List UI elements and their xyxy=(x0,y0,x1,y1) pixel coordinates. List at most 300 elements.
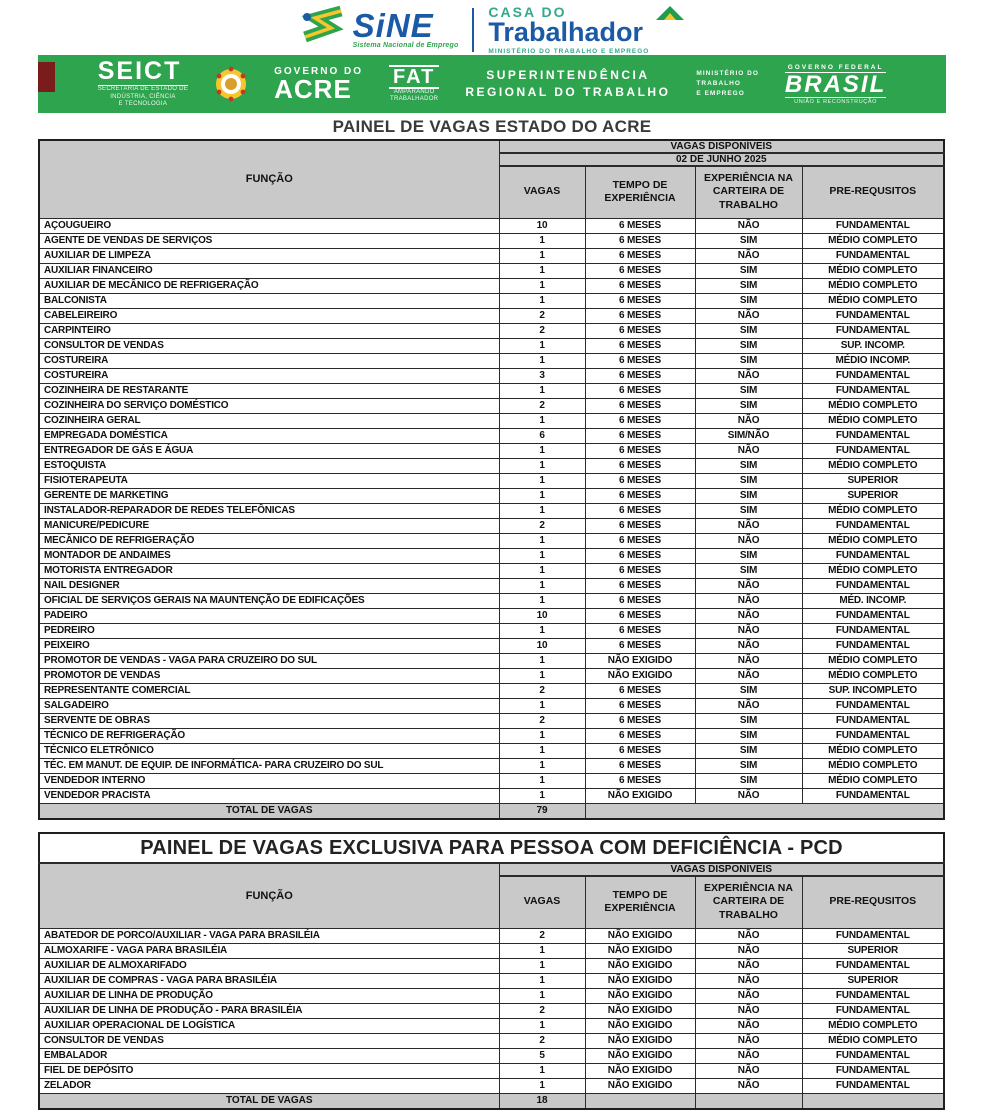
sine-tagline: Sistema Nacional de Emprego xyxy=(352,42,459,50)
funcao-cell: VENDEDOR PRACISTA xyxy=(39,788,499,803)
requisito-cell: MÉDIO COMPLETO xyxy=(802,758,944,773)
requisito-cell: FUNDAMENTAL xyxy=(802,698,944,713)
vagas-cell: 1 xyxy=(499,533,585,548)
tempo-experiencia-cell: NÃO EXIGIDO xyxy=(585,1078,695,1093)
funcao-cell: NAIL DESIGNER xyxy=(39,578,499,593)
date-header: 02 DE JUNHO 2025 xyxy=(499,153,944,166)
requisito-cell: MÉDIO COMPLETO xyxy=(802,1018,944,1033)
table-row xyxy=(39,518,944,533)
requisito-cell: MÉDIO INCOMP. xyxy=(802,353,944,368)
table-row xyxy=(39,653,944,668)
pcd-column-header-tempo: TEMPO DE EXPERIÊNCIA xyxy=(585,876,695,928)
table-row xyxy=(39,728,944,743)
pcd-column-header-funcao: FUNÇÃO xyxy=(39,863,499,928)
pcd-column-header-carteira: EXPERIÊNCIA NA CARTEIRA DE TRABALHO xyxy=(695,876,802,928)
funcao-cell: GERENTE DE MARKETING xyxy=(39,488,499,503)
superintendencia-text xyxy=(465,67,670,102)
carteira-cell: NÃO xyxy=(695,368,802,383)
brasil-main-text: BRASIL xyxy=(784,70,887,98)
table-row xyxy=(39,503,944,518)
requisito-cell: FUNDAMENTAL xyxy=(802,428,944,443)
table-row xyxy=(39,623,944,638)
vagas-cell: 1 xyxy=(499,653,585,668)
vagas-cell: 1 xyxy=(499,413,585,428)
table-row xyxy=(39,1048,944,1063)
table-row xyxy=(39,338,944,353)
pcd-total-filler xyxy=(802,1093,944,1109)
pcd-vacancies-table xyxy=(38,832,945,1110)
funcao-cell: BALCONISTA xyxy=(39,293,499,308)
vagas-cell: 1 xyxy=(499,593,585,608)
fat-subtitle-line1: AMPARANDO xyxy=(393,88,435,95)
table-row xyxy=(39,973,944,988)
funcao-cell: PEIXEIRO xyxy=(39,638,499,653)
table-row xyxy=(39,233,944,248)
carteira-cell: NÃO xyxy=(695,308,802,323)
vagas-cell: 1 xyxy=(499,578,585,593)
carteira-cell: SIM xyxy=(695,683,802,698)
table-row xyxy=(39,488,944,503)
tempo-experiencia-cell: 6 MESES xyxy=(585,233,695,248)
tempo-experiencia-cell: 6 MESES xyxy=(585,323,695,338)
fat-title: FAT xyxy=(389,65,439,89)
table-row xyxy=(39,428,944,443)
pcd-total-value: 18 xyxy=(499,1093,585,1109)
requisito-cell: FUNDAMENTAL xyxy=(802,1048,944,1063)
sine-logo xyxy=(299,7,459,54)
funcao-cell: MECÂNICO DE REFRIGERAÇÃO xyxy=(39,533,499,548)
tempo-experiencia-cell: 6 MESES xyxy=(585,308,695,323)
tempo-experiencia-cell: 6 MESES xyxy=(585,503,695,518)
seict-subtitle-line3: E TECNOLOGIA xyxy=(118,101,168,108)
carteira-cell: SIM xyxy=(695,473,802,488)
vagas-cell: 6 xyxy=(499,428,585,443)
requisito-cell: MÉDIO COMPLETO xyxy=(802,668,944,683)
requisito-cell: MÉDIO COMPLETO xyxy=(802,233,944,248)
fat-logo xyxy=(389,65,439,104)
page-title: PAINEL DE VAGAS ESTADO DO ACRE xyxy=(332,117,652,136)
requisito-cell: MÉDIO COMPLETO xyxy=(802,263,944,278)
institutional-banner xyxy=(38,55,946,113)
vagas-cell: 2 xyxy=(499,398,585,413)
tempo-experiencia-cell: 6 MESES xyxy=(585,428,695,443)
carteira-cell: NÃO xyxy=(695,1033,802,1048)
pcd-table-title: PAINEL DE VAGAS EXCLUSIVA PARA PESSOA COM DEFICIÊNCIA - PCD xyxy=(39,833,944,863)
house-icon xyxy=(655,3,685,26)
funcao-cell: TÉCNICO DE REFRIGERAÇÃO xyxy=(39,728,499,743)
requisito-cell: FUNDAMENTAL xyxy=(802,608,944,623)
funcao-cell: TÉC. EM MANUT. DE EQUIP. DE INFORMÁTICA- PARA CRUZEIRO DO SUL xyxy=(39,758,499,773)
funcao-cell: AUXILIAR DE COMPRAS - VAGA PARA BRASILÉIA xyxy=(39,973,499,988)
vagas-cell: 1 xyxy=(499,353,585,368)
carteira-cell: NÃO xyxy=(695,608,802,623)
requisito-cell: SUPERIOR xyxy=(802,943,944,958)
group-header-vagas-disponiveis: VAGAS DISPONÍVEIS xyxy=(499,140,944,153)
column-header-carteira: EXPERIÊNCIA NA CARTEIRA DE TRABALHO xyxy=(695,166,802,218)
tempo-experiencia-cell: 6 MESES xyxy=(585,518,695,533)
vagas-cell: 1 xyxy=(499,728,585,743)
tempo-experiencia-cell: 6 MESES xyxy=(585,338,695,353)
vagas-cell: 1 xyxy=(499,1078,585,1093)
requisito-cell: MÉDIO COMPLETO xyxy=(802,743,944,758)
table-row xyxy=(39,1063,944,1078)
table-row xyxy=(39,608,944,623)
funcao-cell: EMPREGADA DOMÉSTICA xyxy=(39,428,499,443)
funcao-cell: AUXILIAR FINANCEIRO xyxy=(39,263,499,278)
requisito-cell: MÉDIO COMPLETO xyxy=(802,1033,944,1048)
vagas-cell: 1 xyxy=(499,1063,585,1078)
pcd-total-filler xyxy=(695,1093,802,1109)
table-row xyxy=(39,353,944,368)
carteira-cell: NÃO xyxy=(695,533,802,548)
funcao-cell: TÉCNICO ELETRÔNICO xyxy=(39,743,499,758)
table-row xyxy=(39,578,944,593)
requisito-cell: FUNDAMENTAL xyxy=(802,383,944,398)
pcd-total-label: TOTAL DE VAGAS xyxy=(39,1093,499,1109)
requisito-cell: FUNDAMENTAL xyxy=(802,368,944,383)
carteira-cell: NÃO xyxy=(695,943,802,958)
column-header-tempo: TEMPO DE EXPERIÊNCIA xyxy=(585,166,695,218)
table-row xyxy=(39,958,944,973)
carteira-cell: SIM xyxy=(695,233,802,248)
vagas-cell: 1 xyxy=(499,743,585,758)
table-row xyxy=(39,398,944,413)
tempo-experiencia-cell: 6 MESES xyxy=(585,713,695,728)
tempo-experiencia-cell: 6 MESES xyxy=(585,383,695,398)
requisito-cell: FUNDAMENTAL xyxy=(802,518,944,533)
carteira-cell: SIM xyxy=(695,383,802,398)
requisito-cell: SUPERIOR xyxy=(802,973,944,988)
vagas-cell: 2 xyxy=(499,323,585,338)
funcao-cell: CONSULTOR DE VENDAS xyxy=(39,1033,499,1048)
vagas-cell: 1 xyxy=(499,278,585,293)
requisito-cell: MÉDIO COMPLETO xyxy=(802,533,944,548)
carteira-cell: SIM xyxy=(695,503,802,518)
carteira-cell: SIM xyxy=(695,458,802,473)
table-row xyxy=(39,413,944,428)
requisito-cell: MÉDIO COMPLETO xyxy=(802,653,944,668)
funcao-cell: ENTREGADOR DE GÁS E ÁGUA xyxy=(39,443,499,458)
table-row xyxy=(39,383,944,398)
column-header-funcao: FUNÇÃO xyxy=(39,140,499,218)
funcao-cell: COSTUREIRA xyxy=(39,353,499,368)
tempo-experiencia-cell: 6 MESES xyxy=(585,728,695,743)
mte-line2: TRABALHO xyxy=(696,80,741,88)
carteira-cell: NÃO xyxy=(695,698,802,713)
fat-subtitle-line2: TRABALHADOR xyxy=(390,96,439,102)
top-logo-strip xyxy=(0,0,984,54)
funcao-cell: ESTOQUISTA xyxy=(39,458,499,473)
seict-subtitle-line2: INDÚSTRIA, CIÊNCIA xyxy=(110,93,176,100)
vagas-cell: 1 xyxy=(499,623,585,638)
tempo-experiencia-cell: 6 MESES xyxy=(585,743,695,758)
table-row xyxy=(39,638,944,653)
acre-coat-of-arms-icon xyxy=(214,65,248,103)
tempo-experiencia-cell: 6 MESES xyxy=(585,398,695,413)
requisito-cell: FUNDAMENTAL xyxy=(802,218,944,233)
vagas-cell: 2 xyxy=(499,308,585,323)
pcd-column-header-requisitos: PRE-REQUSITOS xyxy=(802,876,944,928)
carteira-cell: NÃO xyxy=(695,1018,802,1033)
srt-line2: REGIONAL DO TRABALHO xyxy=(465,85,671,99)
carteira-cell: NÃO xyxy=(695,593,802,608)
tempo-experiencia-cell: NÃO EXIGIDO xyxy=(585,668,695,683)
table-row xyxy=(39,263,944,278)
funcao-cell: REPRESENTANTE COMERCIAL xyxy=(39,683,499,698)
carteira-cell: SIM xyxy=(695,563,802,578)
table-row xyxy=(39,368,944,383)
funcao-cell: COZINHEIRA DO SERVIÇO DOMÉSTICO xyxy=(39,398,499,413)
requisito-cell: MÉDIO COMPLETO xyxy=(802,293,944,308)
table-row xyxy=(39,668,944,683)
table-row xyxy=(39,593,944,608)
vagas-cell: 1 xyxy=(499,338,585,353)
table-row xyxy=(39,943,944,958)
funcao-cell: SALGADEIRO xyxy=(39,698,499,713)
vagas-cell: 1 xyxy=(499,548,585,563)
funcao-cell: EMBALADOR xyxy=(39,1048,499,1063)
requisito-cell: FUNDAMENTAL xyxy=(802,1078,944,1093)
casa-subtitle: MINISTÉRIO DO TRABALHO E EMPREGO xyxy=(488,48,650,55)
vagas-cell: 1 xyxy=(499,758,585,773)
vagas-cell: 10 xyxy=(499,218,585,233)
table-row xyxy=(39,1018,944,1033)
table-row xyxy=(39,928,944,943)
column-header-vagas: VAGAS xyxy=(499,166,585,218)
table-row xyxy=(39,683,944,698)
vagas-cell: 1 xyxy=(499,473,585,488)
requisito-cell: FUNDAMENTAL xyxy=(802,713,944,728)
brasil-top-text: GOVERNO FEDERAL xyxy=(785,64,886,73)
tempo-experiencia-cell: 6 MESES xyxy=(585,413,695,428)
tempo-experiencia-cell: 6 MESES xyxy=(585,458,695,473)
tempo-experiencia-cell: 6 MESES xyxy=(585,248,695,263)
funcao-cell: PADEIRO xyxy=(39,608,499,623)
vagas-cell: 1 xyxy=(499,973,585,988)
requisito-cell: MÉDIO COMPLETO xyxy=(802,503,944,518)
vagas-cell: 10 xyxy=(499,608,585,623)
tempo-experiencia-cell: 6 MESES xyxy=(585,638,695,653)
carteira-cell: SIM xyxy=(695,488,802,503)
tempo-experiencia-cell: 6 MESES xyxy=(585,773,695,788)
column-header-requisitos: PRE-REQUSITOS xyxy=(802,166,944,218)
tempo-experiencia-cell: 6 MESES xyxy=(585,698,695,713)
table-row xyxy=(39,218,944,233)
carteira-cell: SIM xyxy=(695,728,802,743)
vagas-cell: 1 xyxy=(499,458,585,473)
vagas-cell: 1 xyxy=(499,443,585,458)
vagas-cell: 1 xyxy=(499,503,585,518)
requisito-cell: MÉDIO COMPLETO xyxy=(802,458,944,473)
pcd-column-header-vagas: VAGAS xyxy=(499,876,585,928)
seict-title: SEICT xyxy=(98,59,188,86)
carteira-cell: NÃO xyxy=(695,1063,802,1078)
funcao-cell: VENDEDOR INTERNO xyxy=(39,773,499,788)
seict-logo xyxy=(98,59,188,109)
table-row xyxy=(39,713,944,728)
pcd-total-filler xyxy=(585,1093,695,1109)
vagas-cell: 2 xyxy=(499,713,585,728)
funcao-cell: CONSULTOR DE VENDAS xyxy=(39,338,499,353)
carteira-cell: SIM xyxy=(695,293,802,308)
funcao-cell: OFICIAL DE SERVIÇOS GERAIS NA MAUNTENÇÃO DE EDIFICAÇÕES xyxy=(39,593,499,608)
requisito-cell: FUNDAMENTAL xyxy=(802,578,944,593)
seict-subtitle-line1: SECRETARIA DE ESTADO DE xyxy=(97,86,189,93)
funcao-cell: PEDREIRO xyxy=(39,623,499,638)
carteira-cell: SIM xyxy=(695,263,802,278)
vagas-cell: 2 xyxy=(499,1003,585,1018)
requisito-cell: MÉDIO COMPLETO xyxy=(802,278,944,293)
funcao-cell: MOTORISTA ENTREGADOR xyxy=(39,563,499,578)
tempo-experiencia-cell: NÃO EXIGIDO xyxy=(585,1033,695,1048)
carteira-cell: NÃO xyxy=(695,518,802,533)
requisito-cell: FUNDAMENTAL xyxy=(802,308,944,323)
vagas-cell: 1 xyxy=(499,563,585,578)
funcao-cell: COZINHEIRA DE RESTARANTE xyxy=(39,383,499,398)
vagas-cell: 2 xyxy=(499,518,585,533)
vagas-cell: 2 xyxy=(499,1033,585,1048)
logo-divider xyxy=(472,8,474,52)
table-row xyxy=(39,248,944,263)
governo-do-acre-logo xyxy=(274,67,363,102)
carteira-cell: NÃO xyxy=(695,638,802,653)
table-row xyxy=(39,698,944,713)
requisito-cell: FUNDAMENTAL xyxy=(802,443,944,458)
tempo-experiencia-cell: 6 MESES xyxy=(585,563,695,578)
funcao-cell: COZINHEIRA GERAL xyxy=(39,413,499,428)
funcao-cell: CARPINTEIRO xyxy=(39,323,499,338)
vagas-cell: 10 xyxy=(499,638,585,653)
mte-line1: MINISTÉRIO DO xyxy=(696,70,759,78)
vagas-cell: 1 xyxy=(499,988,585,1003)
vagas-cell: 1 xyxy=(499,293,585,308)
table-row xyxy=(39,1078,944,1093)
tempo-experiencia-cell: NÃO EXIGIDO xyxy=(585,958,695,973)
requisito-cell: FUNDAMENTAL xyxy=(802,988,944,1003)
casa-do-trabalhador-logo xyxy=(488,5,685,55)
funcao-cell: FISIOTERAPEUTA xyxy=(39,473,499,488)
table-row xyxy=(39,563,944,578)
vagas-cell: 1 xyxy=(499,248,585,263)
carteira-cell: NÃO xyxy=(695,653,802,668)
tempo-experiencia-cell: 6 MESES xyxy=(585,473,695,488)
requisito-cell: MÉDIO COMPLETO xyxy=(802,563,944,578)
requisito-cell: MÉDIO COMPLETO xyxy=(802,398,944,413)
funcao-cell: SERVENTE DE OBRAS xyxy=(39,713,499,728)
requisito-cell: FUNDAMENTAL xyxy=(802,728,944,743)
carteira-cell: NÃO xyxy=(695,218,802,233)
funcao-cell: AUXILIAR DE MECÂNICO DE REFRIGERAÇÃO xyxy=(39,278,499,293)
sine-name: SiNE xyxy=(352,6,434,44)
funcao-cell: AÇOUGUEIRO xyxy=(39,218,499,233)
requisito-cell: SUPERIOR xyxy=(802,488,944,503)
carteira-cell: NÃO xyxy=(695,1078,802,1093)
carteira-cell: NÃO xyxy=(695,958,802,973)
requisito-cell: MÉDIO COMPLETO xyxy=(802,773,944,788)
vagas-cell: 2 xyxy=(499,683,585,698)
tempo-experiencia-cell: 6 MESES xyxy=(585,683,695,698)
funcao-cell: AUXILIAR DE ALMOXARIFADO xyxy=(39,958,499,973)
tempo-experiencia-cell: NÃO EXIGIDO xyxy=(585,988,695,1003)
carteira-cell: NÃO xyxy=(695,248,802,263)
table-row xyxy=(39,458,944,473)
table-row xyxy=(39,308,944,323)
vagas-cell: 1 xyxy=(499,233,585,248)
requisito-cell: SUP. INCOMP. xyxy=(802,338,944,353)
tempo-experiencia-cell: NÃO EXIGIDO xyxy=(585,1063,695,1078)
carteira-cell: SIM xyxy=(695,398,802,413)
funcao-cell: ALMOXARIFE - VAGA PARA BRASILÉIA xyxy=(39,943,499,958)
acre-main-text: ACRE xyxy=(274,73,352,104)
vagas-cell: 1 xyxy=(499,773,585,788)
tempo-experiencia-cell: 6 MESES xyxy=(585,533,695,548)
requisito-cell: SUP. INCOMPLETO xyxy=(802,683,944,698)
funcao-cell: AUXILIAR DE LINHA DE PRODUÇÃO - PARA BRASILÉIA xyxy=(39,1003,499,1018)
carteira-cell: NÃO xyxy=(695,443,802,458)
carteira-cell: SIM xyxy=(695,713,802,728)
carteira-cell: SIM xyxy=(695,278,802,293)
carteira-cell: SIM xyxy=(695,743,802,758)
vacancies-table xyxy=(38,139,945,820)
requisito-cell: FUNDAMENTAL xyxy=(802,1063,944,1078)
carteira-cell: NÃO xyxy=(695,413,802,428)
tempo-experiencia-cell: NÃO EXIGIDO xyxy=(585,1048,695,1063)
tempo-experiencia-cell: 6 MESES xyxy=(585,278,695,293)
vagas-cell: 3 xyxy=(499,368,585,383)
table-row xyxy=(39,323,944,338)
table-row xyxy=(39,773,944,788)
carteira-cell: NÃO xyxy=(695,668,802,683)
carteira-cell: SIM xyxy=(695,338,802,353)
mte-line3: E EMPREGO xyxy=(696,89,745,97)
srt-line1: SUPERINTENDÊNCIA xyxy=(486,67,650,82)
funcao-cell: MANICURE/PEDICURE xyxy=(39,518,499,533)
requisito-cell: MÉDIO COMPLETO xyxy=(802,413,944,428)
ministerio-trabalho-text xyxy=(696,69,758,98)
funcao-cell: MONTADOR DE ANDAIMES xyxy=(39,548,499,563)
banner-left-red-block xyxy=(38,62,55,92)
tempo-experiencia-cell: 6 MESES xyxy=(585,593,695,608)
funcao-cell: FIEL DE DEPÓSITO xyxy=(39,1063,499,1078)
table-row xyxy=(39,278,944,293)
funcao-cell: AUXILIAR OPERACIONAL DE LOGÍSTICA xyxy=(39,1018,499,1033)
vagas-cell: 5 xyxy=(499,1048,585,1063)
carteira-cell: SIM xyxy=(695,548,802,563)
requisito-cell: FUNDAMENTAL xyxy=(802,788,944,803)
requisito-cell: FUNDAMENTAL xyxy=(802,548,944,563)
carteira-cell: NÃO xyxy=(695,1003,802,1018)
vagas-cell: 1 xyxy=(499,488,585,503)
pcd-total-row xyxy=(39,1093,944,1109)
casa-top-text: CASA DO xyxy=(488,4,567,20)
funcao-cell: AGENTE DE VENDAS DE SERVIÇOS xyxy=(39,233,499,248)
carteira-cell: NÃO xyxy=(695,988,802,1003)
funcao-cell: COSTUREIRA xyxy=(39,368,499,383)
carteira-cell: NÃO xyxy=(695,578,802,593)
tempo-experiencia-cell: NÃO EXIGIDO xyxy=(585,653,695,668)
carteira-cell: NÃO xyxy=(695,623,802,638)
total-row xyxy=(39,803,944,819)
requisito-cell: FUNDAMENTAL xyxy=(802,323,944,338)
carteira-cell: SIM xyxy=(695,353,802,368)
vagas-cell: 2 xyxy=(499,928,585,943)
tempo-experiencia-cell: NÃO EXIGIDO xyxy=(585,943,695,958)
tempo-experiencia-cell: NÃO EXIGIDO xyxy=(585,1018,695,1033)
requisito-cell: FUNDAMENTAL xyxy=(802,958,944,973)
tempo-experiencia-cell: 6 MESES xyxy=(585,293,695,308)
tempo-experiencia-cell: NÃO EXIGIDO xyxy=(585,788,695,803)
table-row xyxy=(39,1003,944,1018)
